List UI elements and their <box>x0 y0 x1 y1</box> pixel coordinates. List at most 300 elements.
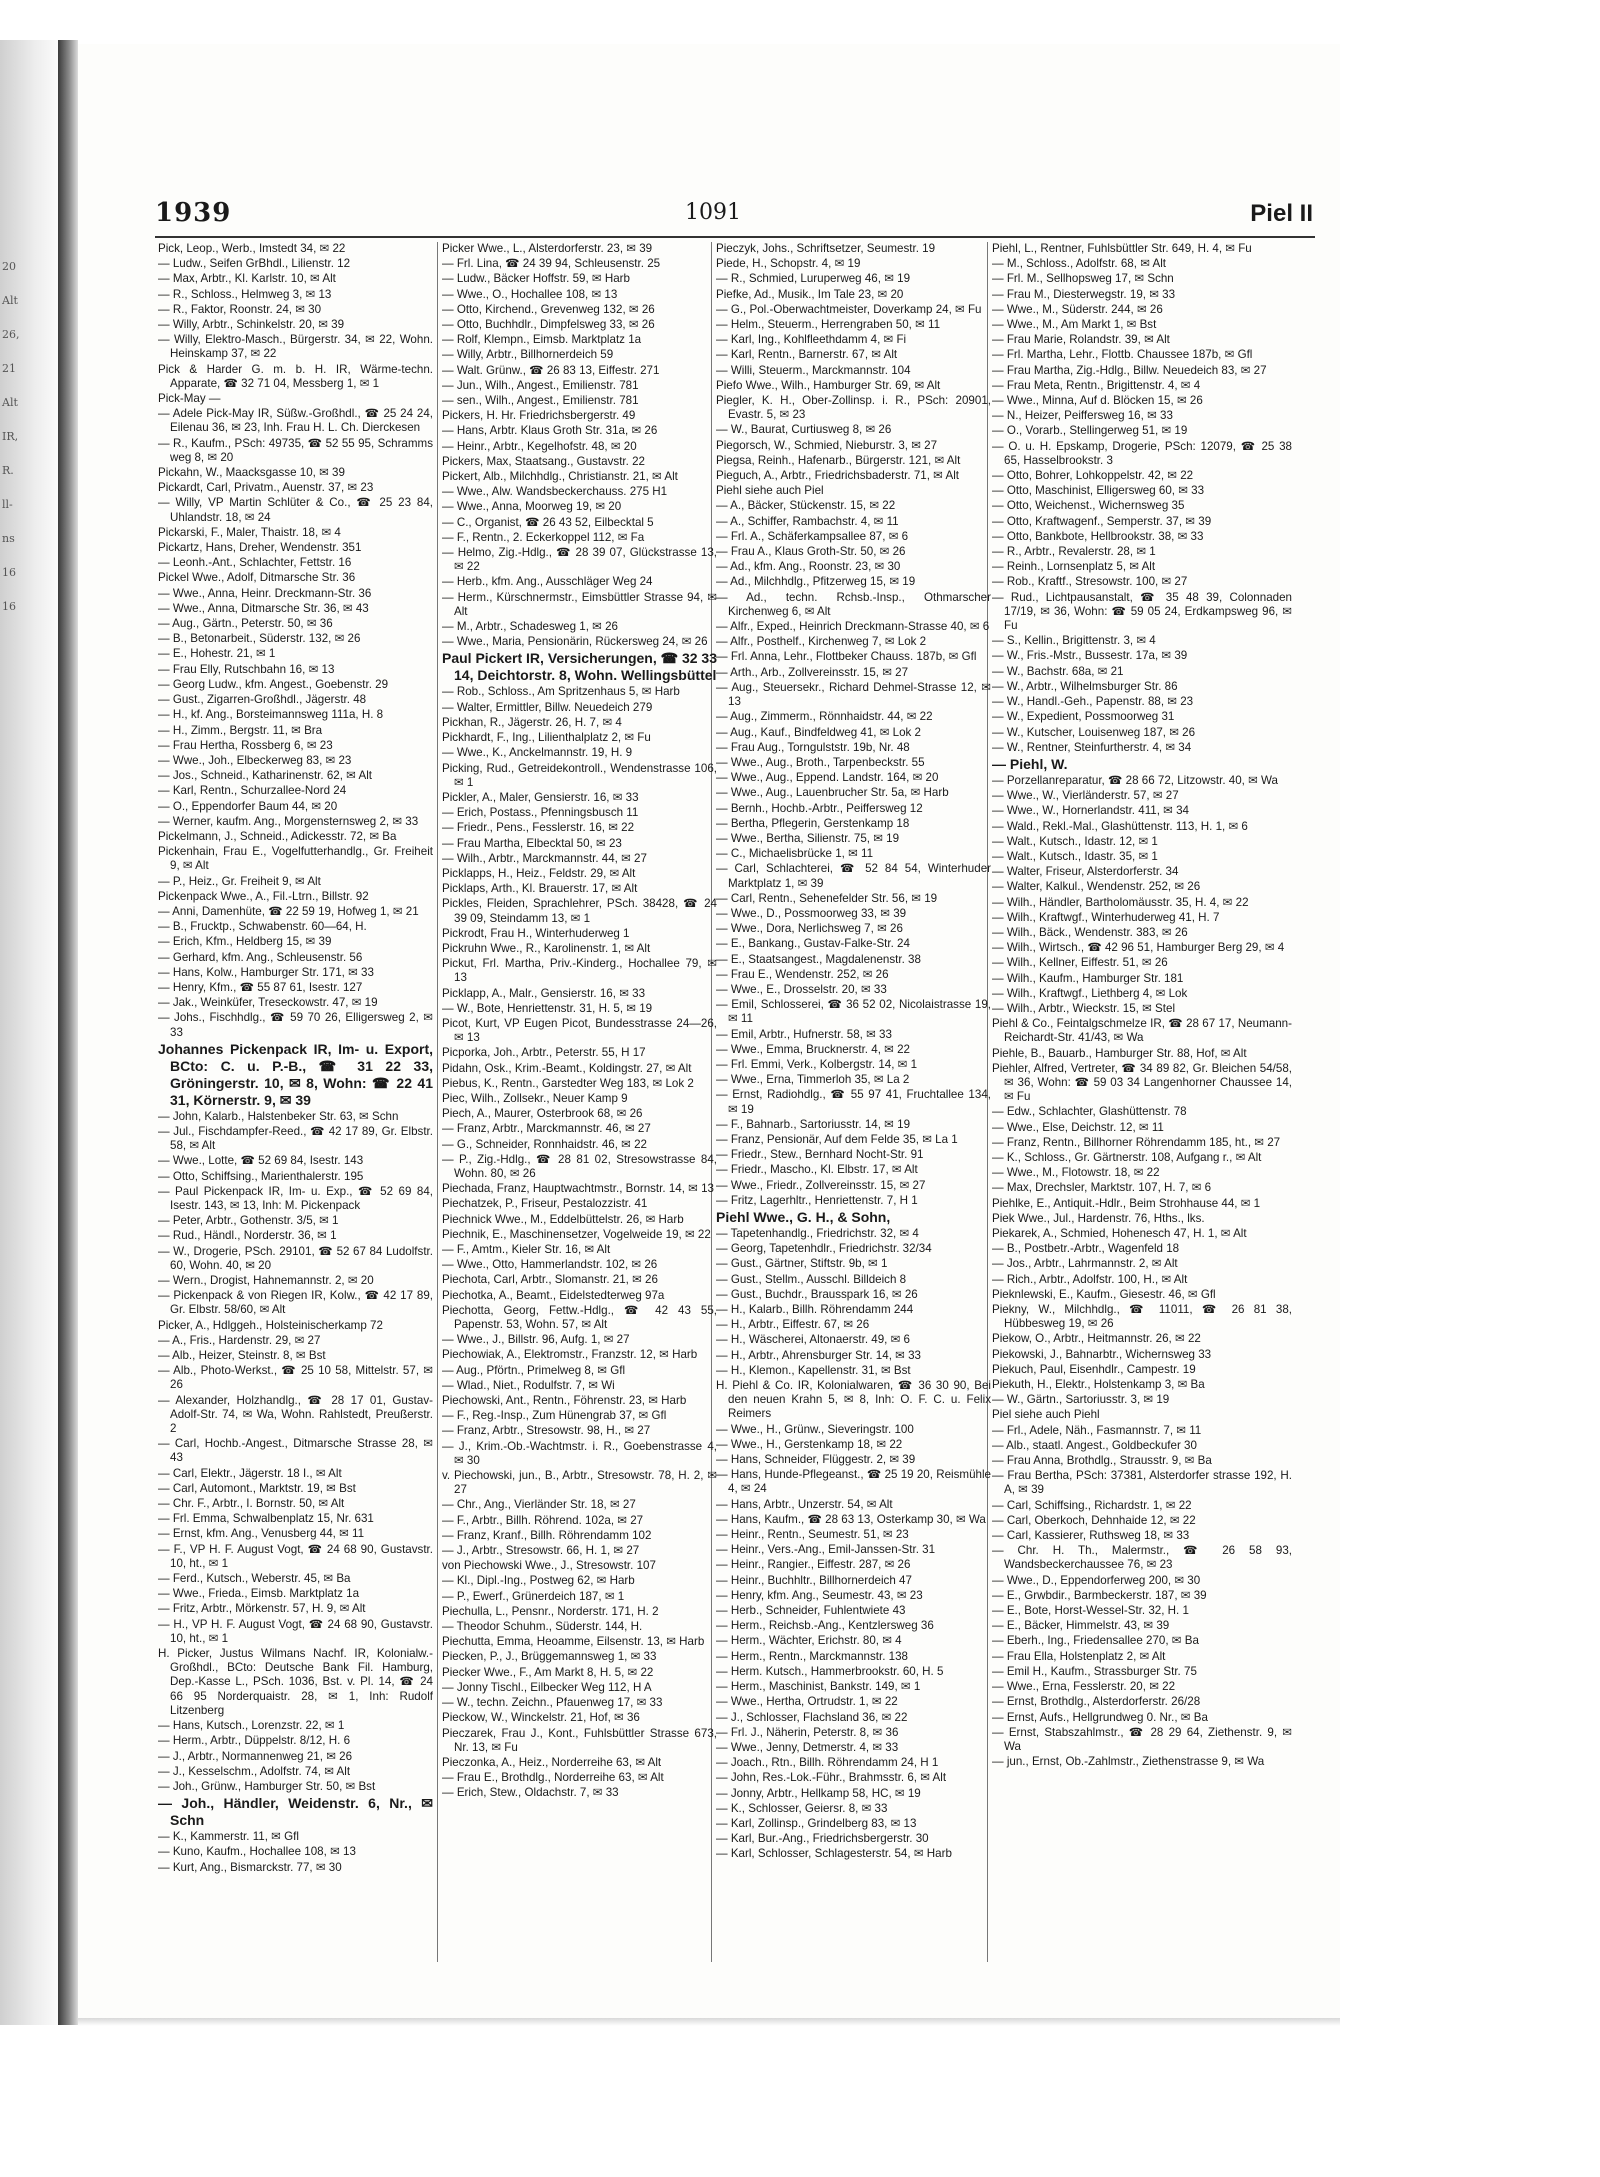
directory-entry: Piehl Wwe., G. H., & Sohn, <box>716 1209 891 1225</box>
directory-entry: — J., Schlosser, Flachsland 36, ✉ 22 <box>716 1710 908 1724</box>
directory-entry: Piec, Wilh., Zollsekr., Neuer Kamp 9 <box>442 1091 628 1105</box>
directory-entry: — Wwe., Aug., Broth., Tarpenbeckstr. 55 <box>716 755 925 769</box>
directory-entry: — W., Gärtn., Sartoriusstr. 3, ✉ 19 <box>992 1393 1170 1407</box>
directory-entry: — Wwe., Hertha, Ortrudstr. 1, ✉ 22 <box>716 1695 898 1709</box>
directory-entry: — Wilh., Kraftwgf., Liethberg 4, ✉ Lok <box>992 986 1188 1000</box>
directory-entry: — W., Expedient, Possmoorweg 31 <box>992 710 1175 724</box>
directory-entry: Piefo Wwe., Wilh., Hamburger Str. 69, ✉ Alt <box>716 378 941 392</box>
directory-entry: — Herm. Kutsch., Hammerbrookstr. 60, H. 5 <box>716 1664 944 1678</box>
directory-entry: Piekuth, H., Elektr., Holstenkamp 3, ✉ Ba <box>992 1378 1205 1392</box>
directory-entry: — Wwe., M., Flotowstr. 18, ✉ 22 <box>992 1166 1160 1180</box>
directory-entry: — Frl. Emmi, Verk., Kolbergstr. 14, ✉ 1 <box>716 1057 918 1071</box>
directory-entry: — Fritz, Arbtr., Mörkenstr. 57, H. 9, ✉ Alt <box>158 1602 366 1616</box>
directory-entry: — Carl, Hochb.-Angest., Ditmarsche Strasse 28, ✉ 43 <box>158 1437 433 1465</box>
directory-entry: — Porzellanreparatur, ☎ 28 66 72, Litzowstr. 40, ✉ Wa <box>992 773 1279 787</box>
directory-entry: — Gerhard, kfm. Ang., Schleusenstr. 56 <box>158 950 363 964</box>
directory-entry: — F., Reg.-Insp., Zum Hünengrab 37, ✉ Gfl <box>442 1409 667 1423</box>
directory-entry: Pickruhn Wwe., R., Karolinenstr. 1, ✉ Alt <box>442 941 651 955</box>
directory-entry: — Wwe., M., Süderstr. 244, ✉ 26 <box>992 302 1163 316</box>
directory-entry: — K., Schlosser, Geiersr. 8, ✉ 33 <box>716 1801 888 1815</box>
directory-entry: — Wilh., Kaufm., Hamburger Str. 181 <box>992 971 1184 985</box>
directory-entry: — Jul., Fischdampfer-Reed., ☎ 42 17 89, Gr. Elbstr. 58, ✉ Alt <box>158 1124 433 1153</box>
directory-entry: — Frl. Emma, Schwalbenplatz 15, Nr. 631 <box>158 1512 374 1526</box>
directory-entry: — N., Heizer, Peiffersweg 16, ✉ 33 <box>992 409 1173 423</box>
directory-entry: — Otto, Weichenst., Wichernsweg 35 <box>992 499 1185 513</box>
directory-entry: — M., Schloss., Adolfstr. 68, ✉ Alt <box>992 257 1167 271</box>
directory-entry: — H., VP H. F. August Vogt, ☎ 24 68 90, Gustavstr. 10, ht., ✉ 1 <box>158 1617 433 1645</box>
directory-entry: Pickenhain, Frau E., Vogelfutterhandlg., Gr. Freiheit 9, ✉ Alt <box>158 845 433 873</box>
directory-entry: Pickardt, Carl, Privatm., Auenstr. 37, ✉ 23 <box>158 481 374 495</box>
directory-entry: — Helmo, Zig.-Hdlg., ☎ 28 39 07, Glückstrasse 13, ✉ 22 <box>442 546 717 574</box>
directory-entry: — H., Arbtr., Eiffestr. 67, ✉ 26 <box>716 1318 870 1332</box>
directory-entry: Pidahn, Osk., Krim.-Beamt., Koldingstr. 27, ✉ Alt <box>442 1061 692 1075</box>
directory-entry: Pick, Leop., Werb., Imstedt 34, ✉ 22 <box>158 242 346 255</box>
book-binding <box>58 40 78 2025</box>
directory-entry: — Wwe., Erna, Fesslerstr. 20, ✉ 22 <box>992 1680 1176 1694</box>
directory-entry: — Jun., Wilh., Angest., Emilienstr. 781 <box>442 378 639 392</box>
directory-entry: — J., Kesselschm., Adolfstr. 74, ✉ Alt <box>158 1764 351 1778</box>
directory-entry: — Alexander, Holzhandlg., ☎ 28 17 01, Gustav-Adolf-Str. 74, ✉ Wa, Wohn. Rahlstedt, Preußerstr. 2 <box>158 1393 433 1436</box>
directory-entry: — F., Rentn., 2. Eckerkoppel 112, ✉ Fa <box>442 530 645 544</box>
directory-entry: — Wilh., Arbtr., Marckmannstr. 44, ✉ 27 <box>442 851 647 865</box>
directory-entry: — E., Bankang., Gustav-Falke-Str. 24 <box>716 937 910 951</box>
directory-entry: — Eberh., Ing., Friedensallee 270, ✉ Ba <box>992 1634 1199 1648</box>
directory-entry: Piehlke, E., Antiquit.-Hdlr., Beim Strohhause 44, ✉ 1 <box>992 1196 1261 1210</box>
directory-entry: Pieczyk, Johs., Schriftsetzer, Seumestr. 19 <box>716 242 936 255</box>
directory-entry: — Henry, kfm. Ang., Seumestr. 43, ✉ 23 <box>716 1588 923 1602</box>
directory-entry: — Wwe., Otto, Hammerlandstr. 102, ✉ 26 <box>442 1258 658 1272</box>
directory-entry: — Wwe., D., Eppendorferweg 200, ✉ 30 <box>992 1573 1201 1587</box>
directory-entry: — Frau Elly, Rutschbahn 16, ✉ 13 <box>158 662 335 676</box>
directory-entry: — Willy, VP Martin Schlüter & Co., ☎ 25 23 84, Uhlandstr. 18, ✉ 24 <box>158 496 433 524</box>
directory-entry: — Wald., Rekl.-Mal., Glashüttenstr. 113, H. 1, ✉ 6 <box>992 819 1248 833</box>
directory-entry: — Bertha, Pflegerin, Gerstenkamp 18 <box>716 816 910 830</box>
directory-entry: — Frl. Lina, ☎ 24 39 94, Schleusenstr. 25 <box>442 257 661 271</box>
directory-entry: — Wwe., E., Drosselstr. 20, ✉ 33 <box>716 982 887 996</box>
directory-entry: — Wwe., Maria, Pensionärin, Rückersweg 24, ✉ 26 <box>442 635 708 649</box>
directory-entry: — Karl, Ing., Kohlfleethdamm 4, ✉ Fi <box>716 333 907 347</box>
directory-entry: Piehl & Co., Feintalgschmelze IR, ☎ 28 67 17, Neumann-Reichardt-Str. 41/43, ✉ Wa <box>992 1017 1292 1045</box>
directory-entry: Pickel Wwe., Adolf, Ditmarsche Str. 36 <box>158 571 356 585</box>
directory-entry: Piechatzek, P., Friseur, Pestalozzistr. 41 <box>442 1197 648 1211</box>
directory-entry: — R., Arbtr., Revalerstr. 28, ✉ 1 <box>992 545 1156 559</box>
directory-entry: — Emil, Arbtr., Hufnerstr. 58, ✉ 33 <box>716 1027 892 1041</box>
directory-entry: Paul Pickert IR, Versicherungen, ☎ 32 33 14, Deichtorstr. 8, Wohn. Wellingsbüttel <box>442 650 717 684</box>
directory-entry: — Wwe., J., Billstr. 96, Aufg. 1, ✉ 27 <box>442 1333 630 1347</box>
directory-entry: — Gust., Gärtner, Stiftstr. 9b, ✉ 1 <box>716 1257 888 1271</box>
directory-entry: — Wilh., Kellner, Eiffestr. 51, ✉ 26 <box>992 956 1168 970</box>
directory-entry: — J., Arbtr., Normannenweg 21, ✉ 26 <box>158 1749 353 1763</box>
directory-entry: Pickhardt, F., Ing., Lilienthalplatz 2, ✉ Fu <box>442 731 651 745</box>
directory-entry: — Walter, Kalkul., Wendenstr. 252, ✉ 26 <box>992 880 1201 894</box>
directory-entry: — B., Betonarbeit., Süderstr. 132, ✉ 26 <box>158 632 361 646</box>
directory-entry: Picker Wwe., L., Alsterdorferstr. 23, ✉ 39 <box>442 242 653 255</box>
directory-entry: — Wwe., Anna, Heinr. Dreckmann-Str. 36 <box>158 586 372 600</box>
directory-entry: — R., Schloss., Helmweg 3, ✉ 13 <box>158 287 332 301</box>
directory-entry: — Friedr., Pens., Fesslerstr. 16, ✉ 22 <box>442 821 635 835</box>
directory-entry: — F., VP H. F. August Vogt, ☎ 24 68 90, Gustavstr. 10, ht., ✉ 1 <box>158 1542 433 1570</box>
directory-entry: — K., Schloss., Gr. Gärtnerstr. 108, Aufgang r., ✉ Alt <box>992 1150 1262 1164</box>
directory-entry: — J., Krim.-Ob.-Wachtmstr. i. R., Goebenstrasse 4, ✉ 30 <box>442 1439 717 1467</box>
directory-entry: — Joh., Händler, Weidenstr. 6, Nr., ✉ Schn <box>158 1795 433 1829</box>
directory-entry: — Otto, Kraftwagenf., Semperstr. 37, ✉ 39 <box>992 514 1212 528</box>
directory-entry: — W., Bote, Henriettenstr. 31, H. 5, ✉ 19 <box>442 1001 653 1015</box>
directory-entry: — Helm., Steuerm., Herrengraben 50, ✉ 11 <box>716 318 941 332</box>
page-number: 1091 <box>685 200 741 225</box>
directory-entry: — Ernst, kfm. Ang., Venusberg 44, ✉ 11 <box>158 1527 365 1541</box>
directory-entry: — Frau Meta, Rentn., Brigittenstr. 4, ✉ 4 <box>992 378 1201 392</box>
directory-entry: — Wwe., Jenny, Detmerstr. 4, ✉ 33 <box>716 1740 899 1754</box>
directory-entry: — Ernst, Radiohdlg., ☎ 55 97 41, Fruchtallee 134, ✉ 19 <box>716 1088 991 1116</box>
directory-entry: — W., Fris.-Mstr., Bussestr. 17a, ✉ 39 <box>992 649 1188 663</box>
directory-entry: — Wilh., Bäck., Wendenstr. 383, ✉ 26 <box>992 925 1188 939</box>
directory-column-1 <box>158 242 433 1982</box>
directory-entry: — E., Grwbdir., Barmbeckerstr. 187, ✉ 39 <box>992 1588 1207 1602</box>
directory-entry: — Max, Drechsler, Marktstr. 107, H. 7, ✉ 6 <box>992 1181 1212 1195</box>
directory-entry: — W., Handl.-Geh., Papenstr. 88, ✉ 23 <box>992 695 1194 709</box>
directory-entry: Pickhan, R., Jägerstr. 26, H. 7, ✉ 4 <box>442 715 622 729</box>
directory-entry: — Jos., Schneid., Katharinenstr. 62, ✉ Alt <box>158 769 373 783</box>
directory-entry: — Aug., Pförtn., Primelweg 8, ✉ Gfl <box>442 1363 626 1377</box>
page-bottom-shadow <box>78 2018 1340 2026</box>
directory-entry: — E., Bote, Horst-Wessel-Str. 32, H. 1 <box>992 1604 1189 1618</box>
directory-entry: — Carl, Kassierer, Ruthsweg 18, ✉ 33 <box>992 1529 1190 1543</box>
directory-entry: Piekowski, J., Bahnarbtr., Wichernsweg 33 <box>992 1347 1212 1361</box>
directory-entry: — H., Arbtr., Ahrensburger Str. 14, ✉ 33 <box>716 1348 921 1362</box>
directory-entry: — Leonh.-Ant., Schlachter, Fettstr. 16 <box>158 556 352 570</box>
directory-entry: — Erich, Postass., Pfenningsbusch 11 <box>442 806 639 820</box>
directory-entry: — Wilh., Händler, Bartholomäusstr. 35, H. 4, ✉ 22 <box>992 895 1249 909</box>
directory-entry: — Adele Pick-May IR, Süßw.-Großhdl., ☎ 25 24 24, Eilenau 36, ✉ 23, Inh. Frau H. L. Ch. Dierckesen <box>158 407 433 435</box>
directory-entry: — Ernst, Brothdlg., Alsterdorferstr. 26/28 <box>992 1695 1201 1709</box>
directory-entry: — Rob., Schloss., Am Spritzenhaus 5, ✉ Harb <box>442 685 680 699</box>
directory-entry: — Arth., Arb., Zollvereinsstr. 15, ✉ 27 <box>716 665 909 679</box>
directory-entry: — Pickenpack & von Riegen IR, Kolw., ☎ 42 17 89, Gr. Elbstr. 58/60, ✉ Alt <box>158 1289 433 1317</box>
directory-entry: Picklaps, Arth., Kl. Brauerstr. 17, ✉ Alt <box>442 882 638 896</box>
directory-entry: — R., Kaufm., PSch: 49735, ☎ 52 55 95, Schramms weg 8, ✉ 20 <box>158 436 433 464</box>
directory-entry: — Walter, Ermittler, Billw. Neuedeich 279 <box>442 700 653 714</box>
directory-entry: — Georg Ludw., kfm. Angest., Goebenstr. 29 <box>158 677 389 691</box>
directory-entry: — Werner, kaufm. Ang., Morgensternsweg 2, ✉ 33 <box>158 814 419 828</box>
directory-entry: — Franz, Rentn., Billhorner Röhrendamm 185, ht., ✉ 27 <box>992 1135 1281 1149</box>
directory-entry: Picot, Kurt, VP Eugen Picot, Bundesstrasse 24—26, ✉ 13 <box>442 1016 717 1045</box>
directory-entry: — Walt. Grünw., ☎ 26 83 13, Eiffestr. 271 <box>442 363 660 377</box>
directory-entry: — Aug., Zimmerm., Rönnhaidstr. 44, ✉ 22 <box>716 710 933 724</box>
directory-column-2 <box>442 242 717 1982</box>
directory-entry: Piegsa, Reinh., Hafenarb., Bürgerstr. 121, ✉ Alt <box>716 453 961 467</box>
directory-entry: — R., Faktor, Roonstr. 24, ✉ 30 <box>158 302 322 316</box>
directory-entry: — Frau Aug., Torngulststr. 19b, Nr. 48 <box>716 740 910 754</box>
directory-entry: Piekuch, Paul, Eisenhdlr., Campestr. 19 <box>992 1362 1196 1376</box>
directory-entry: — Max, Arbtr., Kl. Karlstr. 10, ✉ Alt <box>158 272 336 286</box>
directory-entry: Piechowski, Ant., Rentn., Föhrenstr. 23, ✉ Harb <box>442 1394 687 1408</box>
directory-entry: — Emil H., Kaufm., Strassburger Str. 75 <box>992 1664 1197 1678</box>
directory-entry: — Hans, Hunde-Pflegeanst., ☎ 25 19 20, Reismühle 4, ✉ 24 <box>716 1468 991 1496</box>
directory-entry: — Herm., Rentn., Marckmannstr. 138 <box>716 1649 909 1663</box>
directory-entry: — Carl, Rentn., Sehenefelder Str. 56, ✉ 19 <box>716 891 938 905</box>
directory-entry: — Heinr., Rangier., Eiffestr. 287, ✉ 26 <box>716 1558 911 1572</box>
directory-entry: Pieknlewski, E., Kaufm., Giesestr. 46, ✉ Gfl <box>992 1287 1216 1301</box>
directory-entry: — Wwe., Aug., Lauenbrucher Str. 5a, ✉ Harb <box>716 786 949 800</box>
directory-entry: — Herb., Schneider, Fuhlentwiete 43 <box>716 1604 906 1618</box>
directory-entry: Pickut, Frl. Martha, Priv.-Kinderg., Hochallee 79, ✉ 13 <box>442 957 717 985</box>
directory-entry: — Frl., Adele, Näh., Fasmannstr. 7, ✉ 11 <box>992 1423 1202 1437</box>
directory-entry: — Carl, Oberkoch, Dehnhaide 12, ✉ 22 <box>992 1513 1196 1527</box>
directory-entry: — Walt., Kutsch., Idastr. 35, ✉ 1 <box>992 849 1158 863</box>
directory-entry: — Frau Anna, Brothdlg., Strausstr. 9, ✉ Ba <box>992 1454 1212 1468</box>
directory-entry: Piek Wwe., Jul., Hardenstr. 76, Hths., lks. <box>992 1211 1205 1225</box>
directory-entry: — P., Heiz., Gr. Freiheit 9, ✉ Alt <box>158 874 321 888</box>
directory-entry: Piecken, P., J., Brüggemannsweg 1, ✉ 33 <box>442 1650 657 1664</box>
directory-entry: — Frl. M., Sellhopsweg 17, ✉ Schn <box>992 272 1174 286</box>
directory-entry: — Ludw., Seifen GrBhdl., Lilienstr. 12 <box>158 257 351 271</box>
directory-entry: — Carl, Schiffsing., Richardstr. 1, ✉ 22 <box>992 1498 1192 1512</box>
directory-entry: — Wwe., D., Possmoorweg 33, ✉ 39 <box>716 906 907 920</box>
directory-entry: — Karl, Rentn., Schurzallee-Nord 24 <box>158 784 347 798</box>
directory-entry: Picklapps, H., Heiz., Feldstr. 29, ✉ Alt <box>442 866 636 880</box>
directory-entry: — A., Schiffer, Rambachstr. 4, ✉ 11 <box>716 514 899 528</box>
directory-entry: — Chr. H. Th., Malermstr., ☎ 26 58 93, Wandsbeckerchaussee 76, ✉ 23 <box>992 1544 1292 1572</box>
directory-entry: — Carl, Elektr., Jägerstr. 18 I., ✉ Alt <box>158 1466 342 1480</box>
directory-entry: — W., Arbtr., Wilhelmsburger Str. 86 <box>992 679 1178 693</box>
directory-entry: — Carl, Schlachterei, ☎ 52 84 54, Winterhuder Marktplatz 1, ✉ 39 <box>716 862 991 890</box>
directory-entry: — Otto, Schiffsing., Marienthalerstr. 195 <box>158 1169 364 1183</box>
directory-entry: — Hans, Arbtr., Unzerstr. 54, ✉ Alt <box>716 1497 893 1511</box>
directory-entry: — Wwe., Dora, Nerlichsweg 7, ✉ 26 <box>716 922 903 936</box>
directory-entry: — Heinr., Vers.-Ang., Emil-Janssen-Str. 31 <box>716 1543 936 1557</box>
directory-entry: H. Picker, Justus Wilmans Nachf. IR, Kolonialw.-Großhdl., BCto: Deutsche Bank Fil. Hamburg, Dep.-Kasse L., PSch. 1036, Bst. v. Pl. 14, ☎ 24 66 95 Norderquaistr. 28, ✉ 1, Inh: Rudolf Litzenberg <box>158 1647 433 1717</box>
directory-entry: — Ad., techn. Rchsb.-Insp., Othmarscher Kirchenweg 6, ✉ Alt <box>716 590 991 618</box>
directory-entry: Piehl siehe auch Piel <box>716 484 824 498</box>
directory-entry: — Frau E., Brothdlg., Norderreihe 63, ✉ Alt <box>442 1771 664 1785</box>
directory-entry: Pick & Harder G. m. b. H. IR, Wärme-techn. Apparate, ☎ 32 71 04, Messberg 1, ✉ 1 <box>158 362 433 390</box>
directory-entry: Piechotka, A., Beamt., Eidelstedterweg 97a <box>442 1288 665 1302</box>
directory-entry: — Reinh., Lornsenplatz 5, ✉ Alt <box>992 560 1156 574</box>
directory-entry: — K., Kammerstr. 11, ✉ Gfl <box>158 1830 299 1844</box>
directory-entry: — Frau Martha, Zig.-Hdlg., Billw. Neuedeich 83, ✉ 27 <box>992 363 1267 377</box>
directory-entry: — Edw., Schlachter, Glashüttenstr. 78 <box>992 1105 1187 1119</box>
directory-entry: — Heinr., Buchhltr., Billhornerdeich 47 <box>716 1573 912 1587</box>
directory-entry: — Kl., Dipl.-Ing., Postweg 62, ✉ Harb <box>442 1574 635 1588</box>
directory-entry: — Theodor Schuhm., Süderstr. 144, H. <box>442 1620 643 1634</box>
directory-entry: — Herm., Arbtr., Düppelstr. 8/12, H. 6 <box>158 1734 351 1748</box>
directory-entry: — A., Fris., Hardenstr. 29, ✉ 27 <box>158 1333 321 1347</box>
directory-entry: Pickelmann, J., Schneid., Adickesstr. 72, ✉ Ba <box>158 829 397 843</box>
directory-entry: — Jonny Tischl., Eilbecker Weg 112, H A <box>442 1680 652 1694</box>
directory-entry: — Carl, Automont., Marktstr. 19, ✉ Bst <box>158 1481 356 1495</box>
directory-entry: — Ludw., Bäcker Hoffstr. 59, ✉ Harb <box>442 272 630 286</box>
directory-entry: — Herm., Maschinist, Bankstr. 149, ✉ 1 <box>716 1680 921 1694</box>
directory-entry: — Wwe., Friedr., Zollvereinsstr. 15, ✉ 27 <box>716 1178 926 1192</box>
directory-entry: Piel siehe auch Piehl <box>992 1408 1100 1422</box>
directory-entry: — Chr., Ang., Vierländer Str. 18, ✉ 27 <box>442 1498 636 1512</box>
directory-entry: — Wilh., Arbtr., Wieckstr. 15, ✉ Stel <box>992 1001 1176 1015</box>
directory-entry: Piechowiak, A., Elektromstr., Franzstr. 12, ✉ Harb <box>442 1348 698 1362</box>
directory-entry: — Hans, Kolw., Hamburger Str. 171, ✉ 33 <box>158 965 374 979</box>
directory-entry: — Friedr., Mascho., Kl. Elbstr. 17, ✉ Alt <box>716 1163 918 1177</box>
directory-entry: — B., Frucktp., Schwabenstr. 60—64, H. <box>158 920 367 934</box>
directory-entry: — Georg, Tapetenhdlr., Friedrichstr. 32/34 <box>716 1242 932 1256</box>
directory-entry: Pieckow, W., Winckelstr. 21, Hof, ✉ 36 <box>442 1711 640 1725</box>
directory-entry: — Johs., Fischhdlg., ☎ 59 70 26, Elligersweg 2, ✉ 33 <box>158 1011 433 1039</box>
directory-entry: Piekarek, A., Schmied, Hohenesch 47, H. 1, ✉ Alt <box>992 1227 1247 1240</box>
directory-entry: Piechnick Wwe., M., Eddelbüttelstr. 26, ✉ Harb <box>442 1212 684 1226</box>
directory-entry: — Frau A., Klaus Groth-Str. 50, ✉ 26 <box>716 545 906 559</box>
directory-entry: — Gust., Buchdr., Brausspark 16, ✉ 26 <box>716 1287 918 1301</box>
directory-entry: Pieczonka, A., Heiz., Norderreihe 63, ✉ Alt <box>442 1755 662 1769</box>
directory-entry: Pickles, Fleiden, Sprachlehrer, PSch. 38428, ☎ 24 39 09, Steindamm 13, ✉ 1 <box>442 897 717 925</box>
directory-entry: — Karl, Zollinsp., Grindelberg 83, ✉ 13 <box>716 1816 917 1830</box>
directory-entry: — M., Arbtr., Schadesweg 1, ✉ 26 <box>442 620 618 634</box>
directory-entry: Pickers, Max, Staatsang., Gustavstr. 22 <box>442 454 645 468</box>
directory-entry: — P., Ewerf., Grünerdeich 187, ✉ 1 <box>442 1589 625 1603</box>
directory-entry: — B., Postbetr.-Arbtr., Wagenfeld 18 <box>992 1242 1180 1256</box>
directory-entry: — John, Res.-Lok.-Führ., Brahmsstr. 6, ✉ Alt <box>716 1771 947 1785</box>
directory-entry: — G., Schneider, Ronnhaidstr. 46, ✉ 22 <box>442 1137 647 1151</box>
directory-entry: — W., Baurat, Curtiusweg 8, ✉ 26 <box>716 423 892 437</box>
directory-entry: — Wwe., Aug., Eppend. Landstr. 164, ✉ 20 <box>716 771 939 785</box>
directory-entry: — Rob., Kraftf., Stresowstr. 100, ✉ 27 <box>992 575 1188 589</box>
directory-entry: — Wilh., Wirtsch., ☎ 42 96 51, Hamburger Berg 29, ✉ 4 <box>992 941 1285 955</box>
directory-entry: Piede, H., Schopstr. 4, ✉ 19 <box>716 257 861 271</box>
directory-entry: — Wwe., Bertha, Silienstr. 75, ✉ 19 <box>716 831 900 845</box>
directory-entry: — H., kf. Ang., Borsteimannsweg 111a, H. 8 <box>158 708 384 722</box>
directory-entry: — W., Bachstr. 68a, ✉ 21 <box>992 664 1124 678</box>
directory-entry: — Aug., Kauf., Bindfeldweg 41, ✉ Lok 2 <box>716 725 922 739</box>
directory-entry: — Herm., Kürschnermstr., Eimsbüttler Strasse 94, ✉ Alt <box>442 590 717 618</box>
directory-entry: — O., Eppendorfer Baum 44, ✉ 20 <box>158 799 338 813</box>
directory-entry: — Bernh., Hochb.-Arbtr., Peiffersweg 12 <box>716 801 923 815</box>
directory-entry: Piech, A., Maurer, Osterbrook 68, ✉ 26 <box>442 1107 643 1121</box>
directory-entry: — Friedr., Stew., Bernhard Nocht-Str. 91 <box>716 1148 924 1162</box>
directory-entry: Pick-May — <box>158 392 221 406</box>
column-divider <box>437 242 438 1962</box>
directory-entry: — W., Kutscher, Louisenweg 187, ✉ 26 <box>992 725 1196 739</box>
facing-page-fragments: 20 Alt 26, 21 Alt IR, R. ll- ns 16 16 <box>2 260 20 613</box>
directory-entry: — John, Kalarb., Halstenbeker Str. 63, ✉ Schn <box>158 1109 399 1123</box>
directory-entry: Piechnik, E., Maschinensetzer, Vogelweide 19, ✉ 22 <box>442 1227 711 1241</box>
directory-entry: Johannes Pickenpack IR, Im- u. Export, BCto: C. u. P.-B., ☎ 31 22 33, Gröningerstr. 10, ✉ 8, Wohn: ☎ 22 41 31, Körnerstr. 9, ✉ 39 <box>158 1040 433 1108</box>
directory-entry: — Wwe., Erna, Timmerloh 35, ✉ La 2 <box>716 1073 910 1087</box>
directory-entry: — Paul Pickenpack IR, Im- u. Exp., ☎ 52 69 84, Isestr. 143, ✉ 13, Inh: M. Pickenpack <box>158 1184 433 1212</box>
directory-entry: — C., Organist, ☎ 26 43 52, Eilbecktal 5 <box>442 515 654 529</box>
directory-entry: Picking, Rud., Getreidekontroll., Wendenstrasse 106, ✉ 1 <box>442 761 717 789</box>
directory-entry: — Chr. F., Arbtr., I. Bornstr. 50, ✉ Alt <box>158 1497 345 1511</box>
directory-entry: — Walt., Kutsch., Idastr. 12, ✉ 1 <box>992 834 1158 848</box>
directory-entry: — W., Rentner, Steinfurtherstr. 4, ✉ 34 <box>992 740 1192 754</box>
directory-entry: — Wern., Drogist, Hahnemannstr. 2, ✉ 20 <box>158 1274 374 1287</box>
directory-entry: — Wwe., Frieda., Eimsb. Marktplatz 1a <box>158 1587 360 1601</box>
directory-entry: — H., Klemon., Kapellenstr. 31, ✉ Bst <box>716 1363 911 1377</box>
directory-entry: — E., Staatsangest., Magdalenenstr. 38 <box>716 952 921 966</box>
directory-entry: — Hans, Kaufm., ☎ 28 63 13, Osterkamp 30, ✉ Wa <box>716 1512 986 1526</box>
directory-entry: Piehl, L., Rentner, Fuhlsbüttler Str. 649, H. 4, ✉ Fu <box>992 242 1252 255</box>
directory-entry: — Franz, Pensionär, Auf dem Felde 35, ✉ La 1 <box>716 1132 958 1146</box>
directory-entry: — H., Kalarb., Billh. Röhrendamm 244 <box>716 1303 914 1317</box>
directory-entry: — Willy, Arbtr., Schinkelstr. 20, ✉ 39 <box>158 318 345 332</box>
directory-entry: von Piechowski Wwe., J., Stresowstr. 107 <box>442 1559 656 1573</box>
directory-entry: — H., Zimm., Bergstr. 11, ✉ Bra <box>158 723 323 737</box>
directory-entry: Piechada, Franz, Hauptwachtmstr., Bornstr. 14, ✉ 13 <box>442 1182 714 1196</box>
directory-entry: — C., Michaelisbrücke 1, ✉ 11 <box>716 847 874 861</box>
directory-entry: — Otto, Bohrer, Lohkoppelstr. 42, ✉ 22 <box>992 469 1194 483</box>
directory-entry: — F., Bahnarb., Sartoriusstr. 14, ✉ 19 <box>716 1117 911 1131</box>
directory-entry: — Frl. A., Schäferkampsallee 87, ✉ 6 <box>716 529 909 543</box>
directory-entry: — W., techn. Zeichn., Pfauenweg 17, ✉ 33 <box>442 1696 663 1710</box>
directory-entry: — Kurt, Ang., Bismarckstr. 77, ✉ 30 <box>158 1860 342 1874</box>
directory-entry: — Wwe., W., Vierländerstr. 57, ✉ 27 <box>992 789 1179 803</box>
directory-entry: Piechotta, Georg, Fettw.-Hdlg., ☎ 42 43 55, Papenstr. 53, Wohn. 57, ✉ Alt <box>442 1303 717 1332</box>
directory-entry: Piegorsch, W., Schmied, Nieburstr. 3, ✉ 27 <box>716 438 938 452</box>
directory-entry: Pickler, A., Maler, Gensierstr. 16, ✉ 33 <box>442 790 639 804</box>
directory-entry: Pickartz, Hans, Dreher, Wendenstr. 351 <box>158 541 362 555</box>
directory-entry: — Wwe., K., Anckelmannstr. 19, H. 9 <box>442 746 633 760</box>
directory-entry: — Frau Martha, Elbecktal 50, ✉ 23 <box>442 836 622 850</box>
directory-entry: — Wwe., O., Hochallee 108, ✉ 13 <box>442 287 618 301</box>
directory-entry: — Ferd., Kutsch., Weberstr. 45, ✉ Ba <box>158 1572 351 1586</box>
directory-entry: — Wwe., Lotte, ☎ 52 69 84, Isestr. 143 <box>158 1154 364 1168</box>
directory-entry: — Rud., Händl., Norderstr. 36, ✉ 1 <box>158 1229 337 1243</box>
directory-entry: Piefke, Ad., Musik., Im Tale 23, ✉ 20 <box>716 287 904 301</box>
directory-entry: — Wwe., Emma, Brucknerstr. 4, ✉ 22 <box>716 1042 910 1056</box>
directory-entry: — Wwe., Anna, Moorweg 19, ✉ 20 <box>442 500 622 514</box>
directory-entry: — Frl. Anna, Lehr., Flottbeker Chauss. 187b, ✉ Gfl <box>716 650 977 664</box>
directory-entry: — Aug., Gärtn., Peterstr. 50, ✉ 36 <box>158 617 333 631</box>
directory-entry: — Wwe., W., Hornerlandstr. 411, ✉ 34 <box>992 804 1190 818</box>
directory-entry: — Willi, Steuerm., Marckmannstr. 104 <box>716 363 911 377</box>
directory-entry: — Tapetenhandlg., Friedrichstr. 32, ✉ 4 <box>716 1227 919 1240</box>
directory-entry: — Aug., Steuersekr., Richard Dehmel-Strasse 12, ✉ 13 <box>716 680 991 709</box>
directory-entry: — Piehl, W. <box>992 755 1068 772</box>
directory-entry: — Erich, Kfm., Heldberg 15, ✉ 39 <box>158 935 332 949</box>
directory-entry: — Franz, Kranf., Billh. Röhrendamm 102 <box>442 1528 652 1542</box>
directory-entry: — E., Hohestr. 21, ✉ 1 <box>158 647 276 661</box>
directory-entry: — Otto, Kirchend., Grevenweg 132, ✉ 26 <box>442 302 655 316</box>
directory-entry: v. Piechowski, jun., B., Arbtr., Stresowstr. 78, H. 2, ✉ 27 <box>442 1469 717 1497</box>
directory-entry: — Karl, Bur.-Ang., Friedrichsbergerstr. 30 <box>716 1832 929 1846</box>
directory-entry: — Frau Marie, Rolandstr. 39, ✉ Alt <box>992 333 1170 347</box>
directory-entry: Piecker Wwe., F., Am Markt 8, H. 5, ✉ 22 <box>442 1665 654 1679</box>
directory-entry: — Otto, Maschinist, Elligersweg 60, ✉ 33 <box>992 484 1205 498</box>
directory-entry: — Wwe., Anna, Ditmarsche Str. 36, ✉ 43 <box>158 601 369 615</box>
directory-entry: — F., Arbtr., Billh. Röhrend. 102a, ✉ 27 <box>442 1513 644 1527</box>
directory-entry: Picklapp, A., Malr., Gensierstr. 16, ✉ 33 <box>442 986 646 1000</box>
directory-entry: — Frau Hertha, Rossberg 6, ✉ 23 <box>158 738 333 752</box>
directory-column-3 <box>716 242 991 1982</box>
directory-entry: Piekny, W., Milchhdlg., ☎ 11011, ☎ 26 81 38, Hübbesweg 19, ✉ 26 <box>992 1303 1292 1331</box>
directory-entry: — W., Drogerie, PSch. 29101, ☎ 52 67 84 Ludolfstr. 60, Wohn. 40, ✉ 20 <box>158 1244 433 1272</box>
directory-entry: Pickahn, W., Maacksgasse 10, ✉ 39 <box>158 466 345 480</box>
directory-entry: — E., Bäcker, Himmelstr. 43, ✉ 39 <box>992 1619 1170 1633</box>
directory-entry: — O., Vorarb., Stellingerweg 51, ✉ 19 <box>992 424 1188 438</box>
directory-entry: — Wwe., H., Grünw., Sieveringstr. 100 <box>716 1422 914 1436</box>
directory-entry: Pickert, Alb., Milchhdlg., Christianstr. 21, ✉ Alt <box>442 470 678 484</box>
directory-entry: Piehler, Alfred, Vertreter, ☎ 34 89 82, Gr. Bleichen 54/58, ✉ 36, Wohn: ☎ 59 03 34 Langenhorner Chaussee 14, ✉ Fu <box>992 1061 1292 1104</box>
directory-entry: — Karl, Rentn., Barnerstr. 67, ✉ Alt <box>716 348 898 362</box>
directory-entry: — Walter, Friseur, Alsterdorferstr. 34 <box>992 865 1179 879</box>
page-header <box>155 198 1315 232</box>
directory-entry: — Alb., staatl. Angest., Goldbeckufer 30 <box>992 1438 1197 1452</box>
directory-entry: — Gust., Zigarren-Großhdl., Jägerstr. 48 <box>158 693 367 707</box>
header-rule <box>155 236 1315 238</box>
directory-entry: — Wwe., Joh., Elbeckerweg 83, ✉ 23 <box>158 753 352 767</box>
directory-entry: — Franz, Arbtr., Marckmannstr. 46, ✉ 27 <box>442 1122 651 1136</box>
directory-entry: — Fritz, Lagerhltr., Henriettenstr. 7, H 1 <box>716 1193 918 1207</box>
directory-entry: — Herm., Wächter, Erichstr. 80, ✉ 4 <box>716 1634 902 1648</box>
directory-entry: — Willy, Elektro-Masch., Bürgerstr. 34, ✉ 22, Wohn. Heinskamp 37, ✉ 22 <box>158 333 433 361</box>
directory-entry: — Hans, Arbtr. Klaus Groth Str. 31a, ✉ 26 <box>442 424 658 438</box>
directory-column-4 <box>992 242 1292 1982</box>
